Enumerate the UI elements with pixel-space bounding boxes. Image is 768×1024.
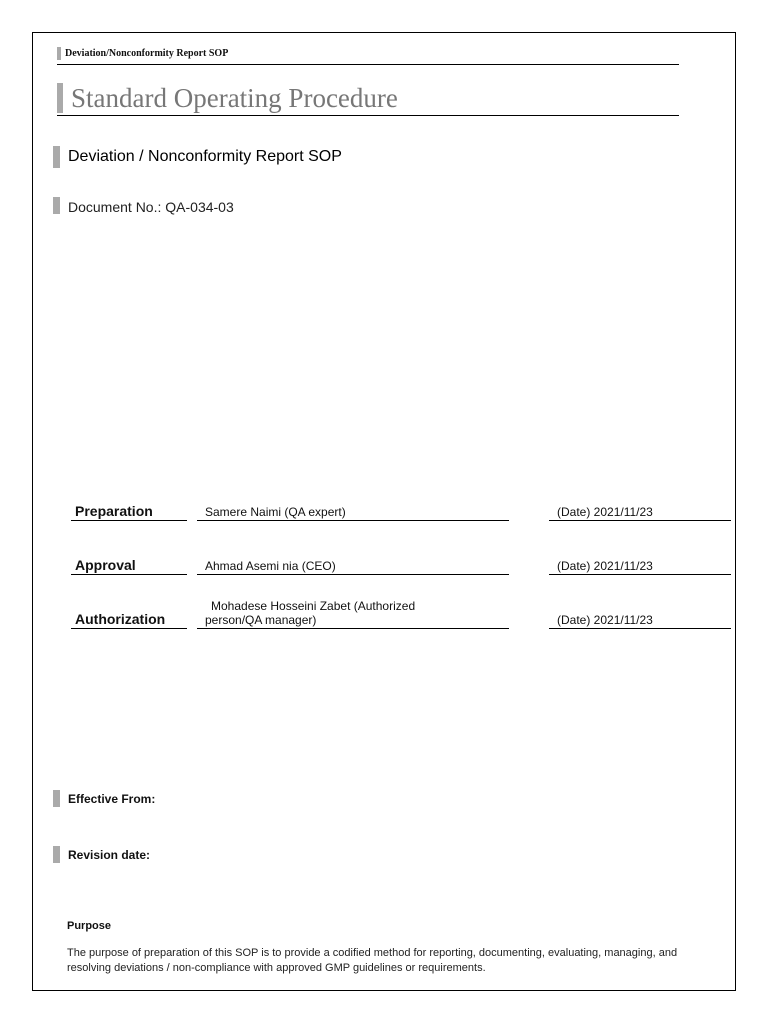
signature-name-line2: person/QA manager) (205, 613, 317, 627)
document-number-text: Document No.: QA-034-03 (68, 199, 234, 215)
purpose-text: The purpose of preparation of this SOP is to provide a codified method for reporting, documenting, evaluating, managing, and resolving deviations / non-compliance with approved GMP guidelines or requirements. (67, 947, 678, 974)
revision-marker (53, 846, 60, 863)
document-page (32, 32, 736, 991)
document-title (53, 146, 342, 168)
effective-marker (53, 790, 60, 807)
title-marker (53, 146, 60, 168)
signature-name (197, 599, 509, 629)
signature-role: Approval (71, 556, 187, 575)
signature-role: Authorization (71, 610, 187, 629)
revision-date-label: Revision date: (68, 848, 151, 862)
document-number (53, 197, 234, 217)
signature-date: (Date) 2021/11/23 (549, 505, 731, 521)
heading-marker (57, 83, 63, 113)
running-header (57, 47, 679, 65)
effective-from-field (53, 790, 155, 808)
header-marker (57, 47, 61, 60)
signature-name-line1: Mohadese Hosseini Zabet (Authorized (211, 599, 416, 613)
signature-role: Preparation (71, 502, 187, 521)
signature-name: Ahmad Asemi nia (CEO) (197, 559, 509, 575)
docno-marker (53, 197, 60, 214)
sop-heading-text: Standard Operating Procedure (71, 83, 398, 113)
signature-name: Samere Naimi (QA expert) (197, 505, 509, 521)
signature-date: (Date) 2021/11/23 (549, 613, 731, 629)
document-title-text: Deviation / Nonconformity Report SOP (68, 148, 342, 165)
effective-from-label: Effective From: (68, 792, 156, 806)
purpose-heading: Purpose (67, 920, 112, 932)
running-header-text: Deviation/Nonconformity Report SOP (65, 48, 229, 59)
sop-heading (57, 83, 679, 116)
signature-date: (Date) 2021/11/23 (549, 559, 731, 575)
revision-date-field (53, 846, 150, 864)
